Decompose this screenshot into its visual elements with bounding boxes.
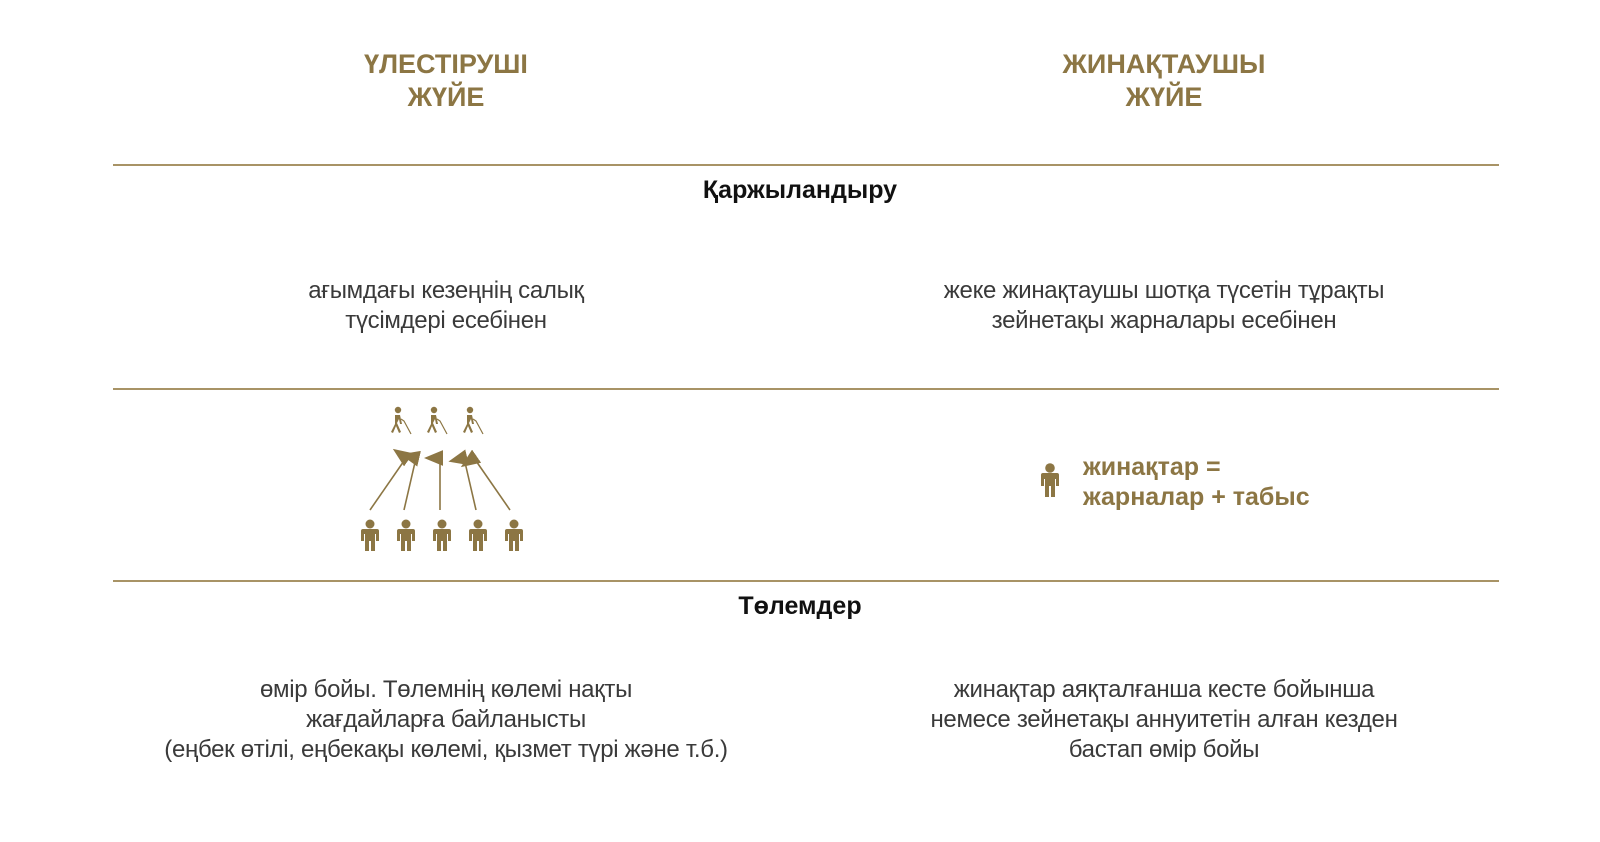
funding-right-text: жеке жинақтаушы шотқа түсетін тұрақты зейнетақы жарналары есебінен [943,277,1385,334]
person-icon [1036,462,1066,502]
distribution-diagram [350,400,550,570]
payments-section-title: Төлемдер [738,592,862,620]
person-icon-2 [397,520,415,552]
payments-left-text: өмір бойы. Төлемнің көлемі нақты жағдайларға байланысты (еңбек өтілі, еңбекақы көлемі, қызмет түрі және т.б.) [164,676,728,763]
arrow-up-icon-5 [474,458,510,510]
funding-section-title: Қаржыландыру [702,176,898,204]
divider-bottom [113,580,1499,582]
divider-middle [113,388,1499,390]
arrow-up-icon-1 [370,458,406,510]
arrow-up-icon-2 [404,458,416,510]
person-icon-5 [505,520,523,552]
accumulative-system-title: ЖИНАҚТАУШЫ ЖҮЙЕ [1062,49,1266,112]
arrow-up-icon-4 [464,458,476,510]
funding-left-text: ағымдағы кезеңнің салық түсімдері есебінен [308,277,584,334]
elderly-person-icon-3 [463,407,483,434]
payments-right-text: жинақтар аяқталғанша кесте бойынша немесе зейнетақы аннуитетін алған кезден бастап өмір бойы [930,676,1398,763]
divider-top [113,164,1499,166]
distributive-system-title: ҮЛЕСТІРУШІ ЖҮЙЕ [364,49,528,112]
elderly-person-icon-2 [427,407,447,434]
person-icon-1 [361,520,379,552]
person-icon-3 [433,520,451,552]
elderly-person-icon-1 [391,407,411,434]
savings-formula: жинақтар = жарналар + табыс [1083,453,1310,511]
person-icon-4 [469,520,487,552]
